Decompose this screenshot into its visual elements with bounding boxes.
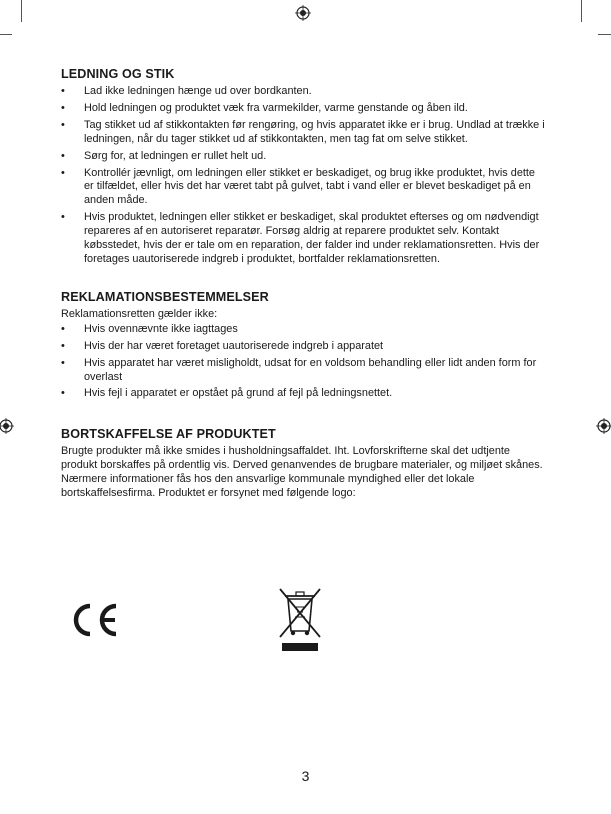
bullet-list — [61, 85, 545, 267]
list-item: • Lad ikke ledningen hænge ud over bordkanten. — [61, 85, 545, 99]
page-number: 3 — [301, 768, 310, 784]
list-item: • Hvis apparatet har været misligholdt, udsat for en voldsom behandling eller lidt anden form for overlast — [61, 357, 545, 385]
section-intro: Reklamationsretten gælder ikke: — [61, 307, 218, 320]
crop-mark-right — [598, 34, 611, 35]
bullet-list — [61, 323, 545, 402]
section-title: BORTSKAFFELSE AF PRODUKTET — [61, 427, 276, 442]
section-title: LEDNING OG STIK — [61, 67, 175, 81]
list-item: • Hvis fejl i apparatet er opstået på grund af fejl på ledningsnettet. — [61, 387, 545, 401]
registration-mark-left-icon — [0, 418, 14, 434]
ce-mark-icon — [66, 601, 124, 639]
crop-mark-top-right — [581, 0, 582, 22]
page-content — [61, 67, 545, 501]
crop-mark-left — [0, 34, 12, 35]
section-title: REKLAMATIONSBESTEMMELSER — [61, 289, 269, 304]
registration-mark-top-icon — [295, 5, 311, 21]
logo-row — [0, 585, 611, 655]
crop-mark-top-left — [21, 0, 22, 22]
weee-crossed-bin-icon — [276, 585, 324, 653]
list-item: • Hvis ovennævnte ikke iagttages — [61, 323, 545, 337]
list-item: • Hvis produktet, ledningen eller stikket er beskadiget, skal produktet efterses og om nødvendigt repareres af en autoriseret reparatør. Forsøg aldrig at reparere produktet selv. Kontakt købsstedet, hvis der er tale om en reparation, der falder ind under reklamationsretten. Hvis der foretages uautoriserede indgreb i produktet, bortfalder reklamationsretten. — [61, 211, 545, 267]
section-disposal — [61, 427, 545, 501]
registration-mark-right-icon — [596, 418, 611, 434]
list-item: • Sørg for, at ledningen er rullet helt ud. — [61, 150, 545, 164]
list-item: • Tag stikket ud af stikkontakten før rengøring, og hvis apparatet ikke er i brug. Undlad at trække i ledningen, når du tager stikket ud af stikkontakten, men tag fat om selve stikket. — [61, 119, 545, 147]
list-item: • Kontrollér jævnligt, om ledningen eller stikket er beskadiget, og brug ikke produktet, hvis dette er tilfældet, eller hvis det har været tabt på gulvet, tabt i vand eller er blevet beskadiget på en anden måde. — [61, 167, 545, 209]
list-item: • Hvis der har været foretaget uautoriserede indgreb i apparatet — [61, 340, 545, 354]
list-item: • Hold ledningen og produktet væk fra varmekilder, varme genstande og åben ild. — [61, 102, 545, 116]
section-warranty — [61, 290, 545, 401]
section-cord-and-plug — [61, 67, 545, 267]
section-body: Brugte produkter må ikke smides i husholdningsaffaldet. Iht. Lovforskrifterne skal det udtjente produkt borskaffes på ordentlig vis. Derved genanvendes de brugbare materialer, og miljøet skånes. Nærmere informationer fås hos den ansvarlige kommunale myndighed eller det lokale bortskaffelsesfirma. Produktet er forsynet med følgende logo: — [61, 445, 543, 500]
